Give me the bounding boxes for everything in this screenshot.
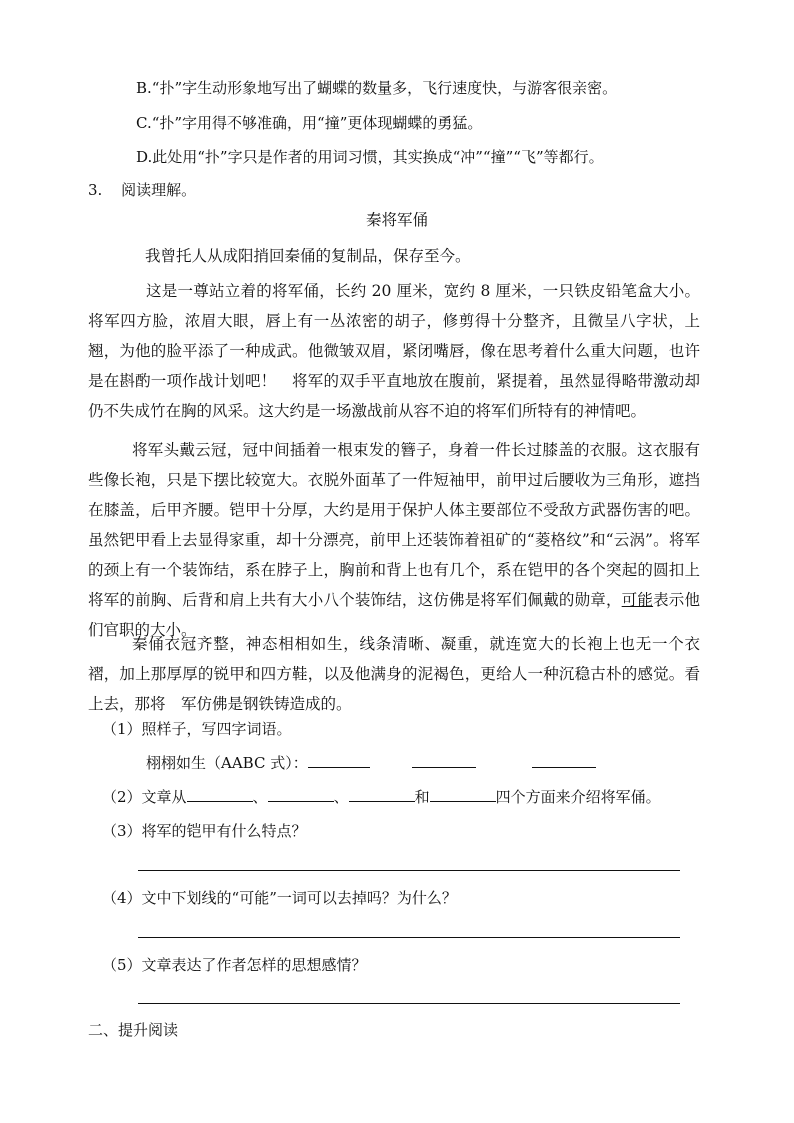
q2-separator-2: 、 (333, 788, 349, 806)
q2-blank-4[interactable] (430, 787, 496, 802)
answer-line-q4[interactable] (138, 937, 680, 938)
question-2 (102, 787, 661, 807)
article-title: 秦将军俑 (365, 211, 428, 229)
article-paragraph-3-text-a: 将军头戴云冠，冠中间插着一根束发的簪子，身着一件长过膝盖的衣服。这衣服有些像长袍，只是下摆比较宽大。衣脱外面革了一件短袖甲，前甲过后腰收为三角形，遮挡在膝盖，后甲齐腰。铠甲十分厚，大约是用于保护人体主要部位不受敌方武器伤害的吧。虽然钯甲看上去显得家重，却十分漂亮，前甲上还装饰着祖矿的“菱格纹”和“云涡”。将军的颈上有一个装饰结，系在脖子上，胸前和背上也有几个，系在铠甲的各个突起的圆扣上将军的前胸、后背和肩上共有大小八个装饰结，这仿佛是将军们佩戴的勋章， (88, 441, 700, 609)
option-d: D.此处用“扑”字只是作者的用词习惯，其实换成“冲”“撞”“飞”等都行。 (136, 148, 604, 166)
question-5: （5）文章表达了作者怎样的思想感情？ (102, 956, 367, 974)
question-3: （3）将军的铠甲有什么特点？ (102, 822, 307, 840)
question-2-start: （2）文章从 (102, 788, 187, 806)
article-paragraph-4: 秦俑衣冠齐整，神态相相如生，线条清晰、凝重，就连宽大的长袍上也无一个衣褶，加上那厚厚的锐甲和四方鞋，以及他满身的泥褐色，更给人一种沉稳古朴的感觉。看上去，那将 军仿佛是钢铁铸造成的。 (88, 635, 700, 713)
question-4: （4）文中下划线的“可能”一词可以去掉吗？为什么？ (102, 889, 457, 907)
underlined-word: 可能 (621, 591, 654, 609)
question-1: （1）照样子，写四字词语。 (102, 720, 292, 738)
q2-blank-1[interactable] (187, 787, 253, 802)
answer-blank-2[interactable] (412, 753, 476, 768)
q2-blank-2[interactable] (268, 787, 334, 802)
answer-blank-1[interactable] (308, 753, 370, 768)
question-3-number: 3. (88, 181, 103, 199)
answer-line-q3[interactable] (138, 870, 680, 871)
article-paragraph-3 (88, 435, 700, 645)
option-b: B.“扑”字生动形象地写出了蝴蝶的数量多，飞行速度快，与游客很亲密。 (136, 79, 618, 97)
section-2-heading: 二、提升阅读 (88, 1021, 179, 1039)
question-1-example: 栩栩如生（AABC 式）： (146, 754, 308, 772)
answer-line-q5[interactable] (138, 1003, 680, 1004)
article-paragraph-3-text-b: 表示他们官职的大小。 (88, 591, 700, 639)
question-2-end: 四个方面来介绍将军俑。 (495, 788, 661, 806)
article-paragraph-1: 我曾托人从成阳捎回秦俑的复制品，保存至今。 (145, 247, 471, 265)
question-3-label: 阅读理解。 (121, 181, 197, 199)
article-paragraph-2: 这是一尊站立着的将军俑，长约 20 厘米，宽约 8 厘米，一只铁皮铅笔盒大小。将军四方脸，浓眉大眼，唇上有一丛浓密的胡子，修剪得十分整齐，且微呈八字状，上翘，为他的脸平添了一种成武。他微皱双眉，紧闭嘴唇，像在思考着什么重大问题，也许是在斟酌一项作战计划吧！ 将军的双手平直地放在腹前，紧提着，虽然显得略带激动却仍不失成竹在胸的风采。这大约是一场激战前从容不迫的将军们所特有的神情吧。 (88, 282, 700, 420)
answer-blank-3[interactable] (532, 753, 596, 768)
question-1-example-row (146, 753, 596, 773)
q2-separator-1: 、 (252, 788, 268, 806)
option-c: C.“扑”字用得不够准确，用“撞”更体现蝴蝶的勇猛。 (136, 114, 483, 132)
q2-blank-3[interactable] (349, 787, 415, 802)
q2-and: 和 (414, 788, 430, 806)
question-3-heading (88, 180, 196, 200)
